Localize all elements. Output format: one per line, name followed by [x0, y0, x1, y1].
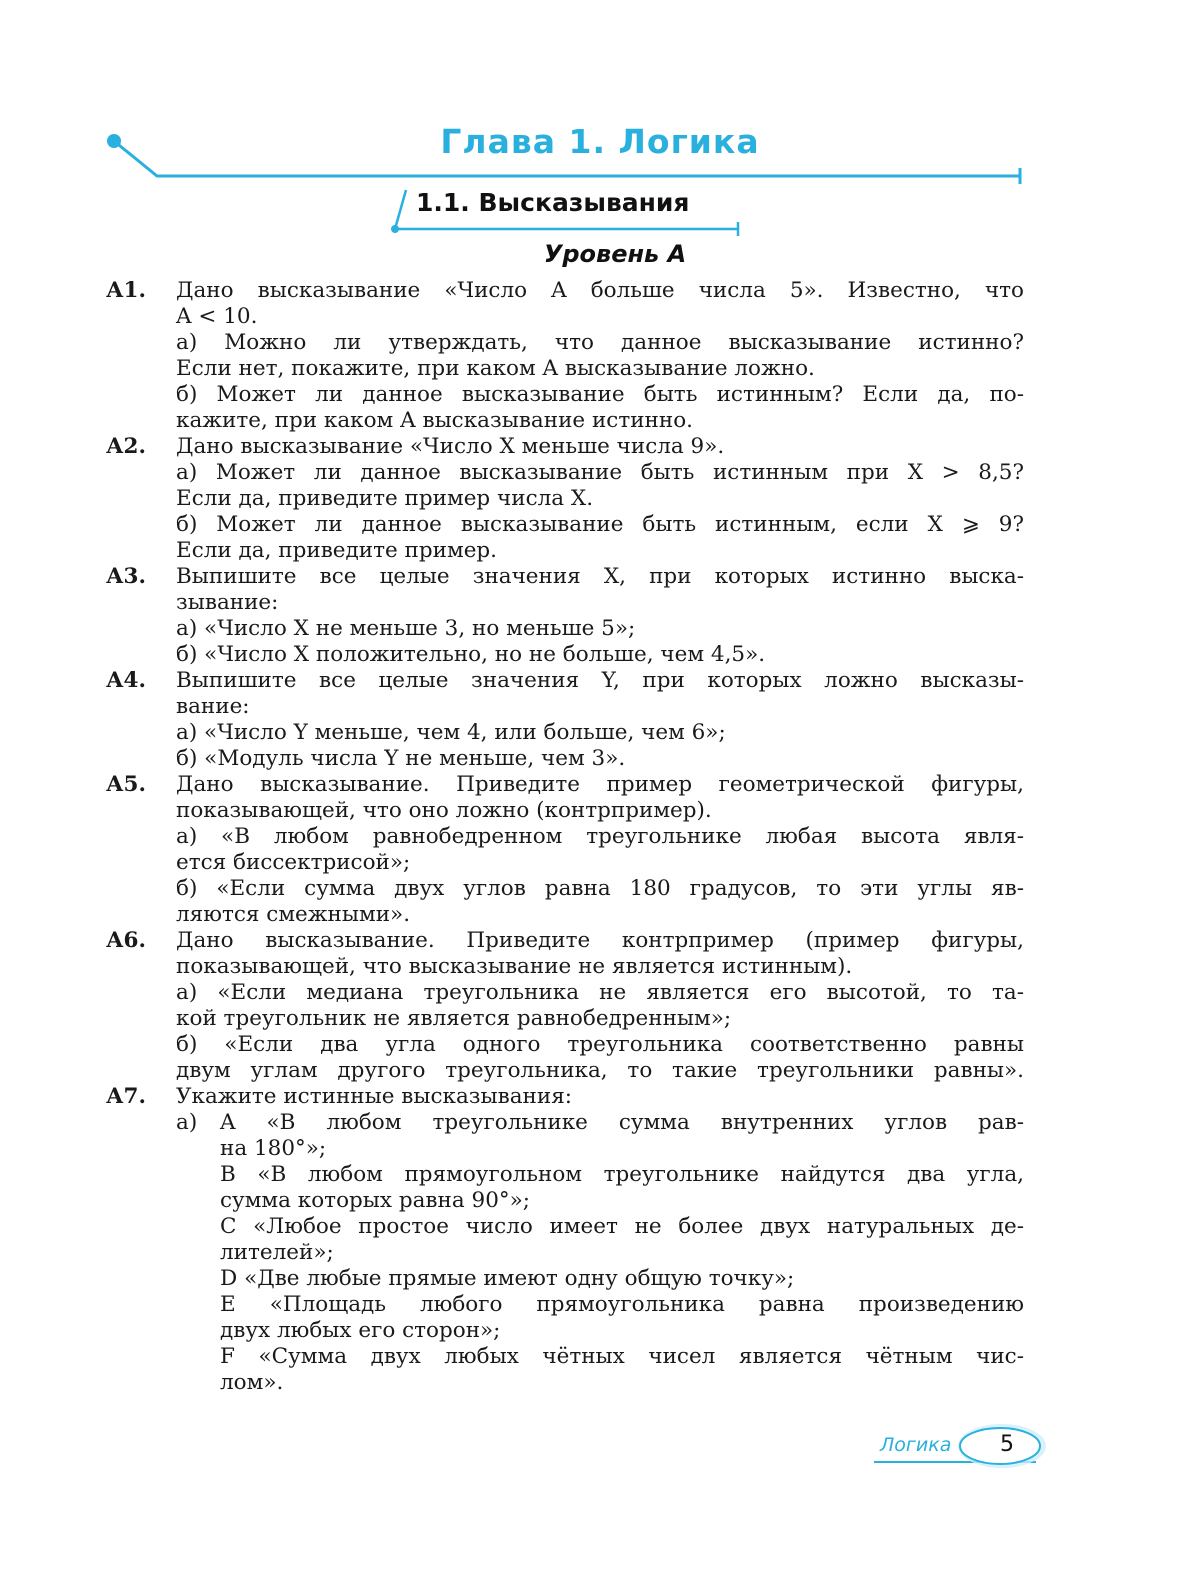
- problem-body: [176, 564, 1024, 668]
- problem-line: Дано высказывание. Приведите контрпример (пример фигуры,: [176, 928, 1024, 953]
- problem-line: показывающей, что оно ложно (контрпример).: [176, 798, 712, 823]
- problem-body: [176, 772, 1024, 928]
- problem-line: Дано высказывание «Число A больше числа 5». Известно, что: [176, 278, 1024, 303]
- problem-body: [176, 434, 1024, 564]
- footer-section-label: Логика: [880, 1434, 952, 1456]
- problem-line: вание:: [176, 694, 250, 719]
- page-number: 5: [1000, 1432, 1014, 1457]
- problem-body: [176, 928, 1024, 1084]
- problem-line: б) «Если два угла одного треугольника соответственно равны: [176, 1032, 1024, 1057]
- option-label: а): [176, 1110, 198, 1135]
- problem-line: Если да, приведите пример.: [176, 538, 498, 563]
- problem-a3: [106, 564, 1024, 668]
- problem-list: [106, 278, 1024, 1396]
- problem-line: двум углам другого треугольника, то такие треугольники равны».: [176, 1058, 1024, 1083]
- problem-number: А5.: [106, 772, 146, 797]
- problem-number: А2.: [106, 434, 146, 459]
- problem-a7: [106, 1084, 1024, 1396]
- problem-line: ется биссектрисой»;: [176, 850, 411, 875]
- problem-body: [176, 1084, 1024, 1396]
- problem-line: б) «Число X положительно, но не больше, чем 4,5».: [176, 642, 766, 667]
- problem-line: а) «Если медиана треугольника не является его высотой, то та-: [176, 980, 1024, 1005]
- problem-number: А7.: [106, 1084, 146, 1109]
- statement-line: D «Две любые прямые имеют одну общую точку»;: [220, 1266, 795, 1291]
- problem-line: а) «Число X не меньше 3, но меньше 5»;: [176, 616, 636, 641]
- problem-line: кажите, при каком A высказывание истинно.: [176, 408, 693, 433]
- problem-a2: [106, 434, 1024, 564]
- statement-line: F «Сумма двух любых чётных чисел является чётным чис-: [220, 1344, 1024, 1369]
- problem-line: Дано высказывание «Число X меньше числа 9».: [176, 434, 725, 459]
- problem-a5: [106, 772, 1024, 928]
- chapter-title: Глава 1. Логика: [440, 122, 760, 161]
- problem-line: б) Может ли данное высказывание быть истинным, если X ⩾ 9?: [176, 512, 1024, 537]
- problem-line: Если да, приведите пример числа X.: [176, 486, 594, 511]
- problem-option: [176, 1110, 1024, 1396]
- option-statements: [220, 1110, 1024, 1396]
- problem-line: показывающей, что высказывание не является истинным).: [176, 954, 853, 979]
- problem-line: б) Может ли данное высказывание быть истинным? Если да, по-: [176, 382, 1024, 407]
- problem-body: [176, 278, 1024, 434]
- problem-line: а) Может ли данное высказывание быть истинным при X > 8,5?: [176, 460, 1024, 485]
- statement-line: на 180°»;: [220, 1136, 327, 1161]
- problem-line: Укажите истинные высказывания:: [176, 1084, 573, 1109]
- statement-line: лителей»;: [220, 1240, 334, 1265]
- problem-line: б) «Если сумма двух углов равна 180 градусов, то эти углы яв-: [176, 876, 1024, 901]
- problem-line: кой треугольник не является равнобедренным»;: [176, 1006, 732, 1031]
- problem-line: ляются смежными».: [176, 902, 411, 927]
- problem-line: а) «В любом равнобедренном треугольнике любая высота явля-: [176, 824, 1024, 849]
- statement-line: A «В любом треугольнике сумма внутренних углов рав-: [220, 1110, 1024, 1135]
- problem-number: А4.: [106, 668, 146, 693]
- problem-number: А6.: [106, 928, 146, 953]
- statement-line: B «В любом прямоугольном треугольнике найдутся два угла,: [220, 1162, 1024, 1187]
- problem-a6: [106, 928, 1024, 1084]
- statement-line: сумма которых равна 90°»;: [220, 1188, 531, 1213]
- problem-line: а) «Число Y меньше, чем 4, или больше, чем 6»;: [176, 720, 726, 745]
- problem-line: Выпишите все целые значения X, при которых истинно выска-: [176, 564, 1024, 589]
- statement-line: двух любых его сторон»;: [220, 1318, 501, 1343]
- problem-body: [176, 668, 1024, 772]
- problem-line: A < 10.: [176, 304, 258, 329]
- problem-line: Выпишите все целые значения Y, при которых ложно высказы-: [176, 668, 1024, 693]
- problem-number: А3.: [106, 564, 146, 589]
- problem-a4: [106, 668, 1024, 772]
- section-title: 1.1. Высказывания: [416, 188, 690, 217]
- statement-line: лом».: [220, 1370, 284, 1395]
- problem-number: А1.: [106, 278, 146, 303]
- problem-line: Дано высказывание. Приведите пример геометрической фигуры,: [176, 772, 1024, 797]
- problem-line: а) Можно ли утверждать, что данное высказывание истинно?: [176, 330, 1024, 355]
- problem-line: зывание:: [176, 590, 279, 615]
- statement-line: C «Любое простое число имеет не более двух натуральных де-: [220, 1214, 1024, 1239]
- problem-a1: [106, 278, 1024, 434]
- statement-line: E «Площадь любого прямоугольника равна произведению: [220, 1292, 1024, 1317]
- level-title: Уровень А: [543, 240, 687, 268]
- problem-line: б) «Модуль числа Y не меньше, чем 3».: [176, 746, 626, 771]
- problem-line: Если нет, покажите, при каком A высказывание ложно.: [176, 356, 815, 381]
